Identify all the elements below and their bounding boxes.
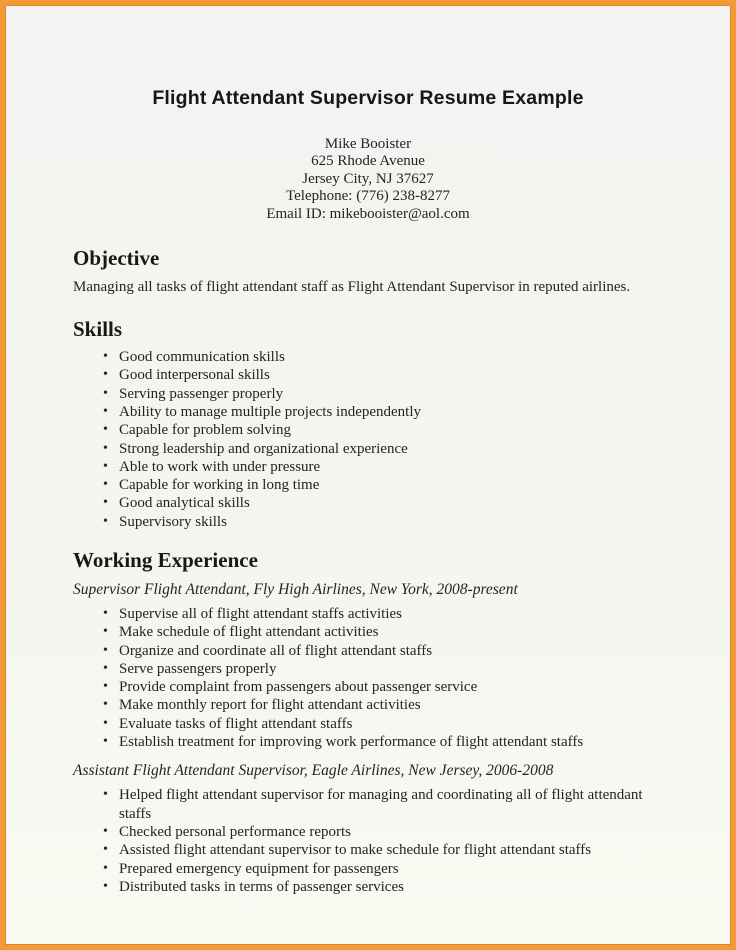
job-title: Assistant Flight Attendant Supervisor, Eagle Airlines, New Jersey, 2006-2008 <box>73 762 554 780</box>
contact-city-state-zip: Jersey City, NJ 37627 <box>302 170 434 187</box>
skill-item: • Good analytical skills <box>73 494 673 512</box>
page-title: Flight Attendant Supervisor Resume Example <box>152 87 584 109</box>
duty-item: • Make schedule of flight attendant activities <box>73 623 673 641</box>
duty-item: • Provide complaint from passengers about passenger service <box>73 678 673 696</box>
skills-heading: Skills <box>73 317 123 342</box>
skill-item: • Serving passenger properly <box>73 385 673 403</box>
duty-item: • Prepared emergency equipment for passengers <box>73 860 673 878</box>
job-title: Supervisor Flight Attendant, Fly High Airlines, New York, 2008-present <box>73 581 518 598</box>
job-duties-list <box>73 786 673 896</box>
duty-item: • Make monthly report for flight attendant activities <box>73 696 673 714</box>
duty-item: • Checked personal performance reports <box>73 823 673 841</box>
skill-item: • Able to work with under pressure <box>73 458 673 476</box>
contact-name: Mike Booister <box>324 136 412 152</box>
contact-telephone: Telephone: (776) 238-8277 <box>286 188 450 205</box>
skills-list <box>73 348 673 531</box>
duty-item: • Organize and coordinate all of flight attendant staffs <box>73 642 673 660</box>
duty-item: • Helped flight attendant supervisor for managing and coordinating all of flight attendant staffs <box>73 786 673 823</box>
objective-heading: Objective <box>73 246 160 271</box>
experience-heading: Working Experience <box>73 548 258 572</box>
objective-text: Managing all tasks of flight attendant staff as Flight Attendant Supervisor in reputed airlines. <box>73 279 631 296</box>
duty-item: • Supervise all of flight attendant staffs activities <box>73 605 673 623</box>
skill-item: • Good communication skills <box>73 348 673 366</box>
duty-item: • Evaluate tasks of flight attendant staffs <box>73 715 673 733</box>
skill-item: • Supervisory skills <box>73 513 673 531</box>
duty-item: • Assisted flight attendant supervisor to make schedule for flight attendant staffs <box>73 841 673 859</box>
skill-item: • Good interpersonal skills <box>73 366 673 384</box>
resume-body <box>5 246 731 896</box>
contact-street: 625 Rhode Avenue <box>311 153 425 170</box>
duty-item: • Serve passengers properly <box>73 660 673 678</box>
skill-item: • Ability to manage multiple projects independently <box>73 403 673 421</box>
duty-item: • Distributed tasks in terms of passenger services <box>73 878 673 896</box>
skill-item: • Capable for working in long time <box>73 476 673 494</box>
contact-block <box>5 136 731 223</box>
contact-email: Email ID: mikebooister@aol.com <box>266 205 470 222</box>
skill-item: • Strong leadership and organizational experience <box>73 440 673 458</box>
job-duties-list <box>73 605 673 751</box>
duty-item: • Establish treatment for improving work performance of flight attendant staffs <box>73 733 673 751</box>
skill-item: • Capable for problem solving <box>73 421 673 439</box>
